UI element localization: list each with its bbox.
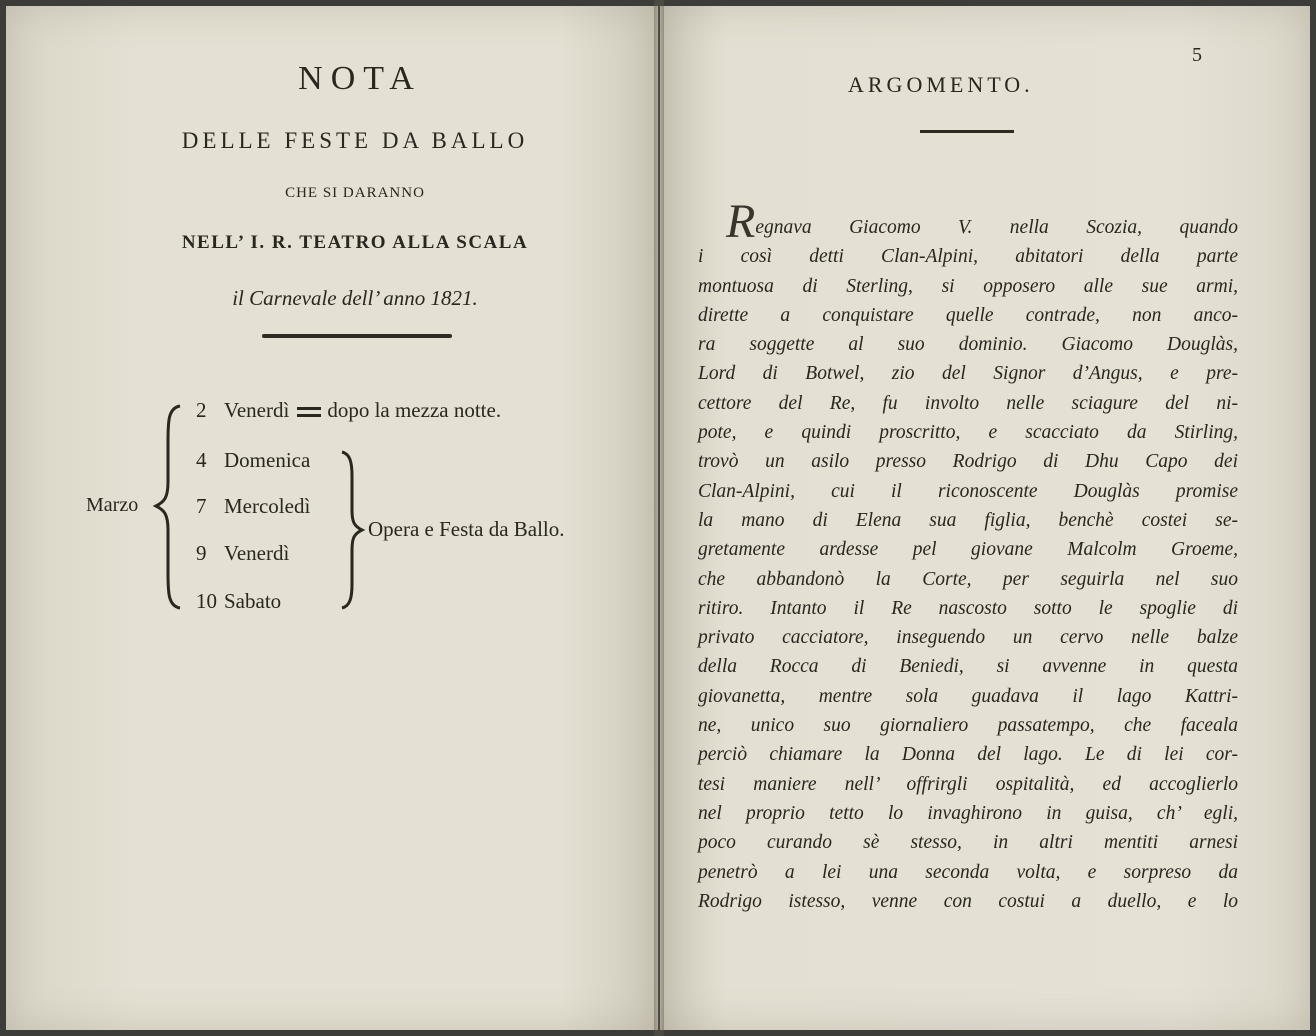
- text-line: tesi maniere nell’ offrirgli ospitalità, ed accoglierlo: [698, 773, 1238, 795]
- month-label: Marzo: [86, 494, 139, 516]
- right-brace-icon: [338, 448, 366, 612]
- schedule-row: [196, 494, 310, 519]
- body-text: [698, 195, 1238, 916]
- schedule-row: [196, 448, 310, 473]
- text-line: Clan-Alpini, cui il riconoscente Douglàs promise: [698, 480, 1238, 502]
- title-rule: [920, 130, 1014, 133]
- schedule-day: 7: [196, 494, 207, 518]
- equals-mark: [297, 407, 321, 417]
- page-title: NOTA: [298, 60, 422, 97]
- text-line: trovò un asilo presso Rodrigo di Dhu Capo dei: [698, 451, 1238, 473]
- text-line: cettore del Re, fu involto nelle sciagure del ni-: [698, 392, 1238, 414]
- text-line: Rodrigo istesso, venne con costui a duello, e lo: [698, 890, 1238, 912]
- text-line: penetrò a lei una seconda volta, e sorpreso da: [698, 861, 1238, 883]
- schedule-weekday: Sabato: [224, 589, 282, 613]
- book-gutter: [654, 0, 664, 1036]
- drop-cap: R: [726, 195, 756, 248]
- text-line: ra soggette al suo dominio. Giacomo Douglàs,: [698, 334, 1238, 356]
- text-line: che abbandonò la Corte, per seguirla nel suo: [698, 568, 1238, 590]
- section-title: ARGOMENTO.: [848, 72, 1034, 97]
- schedule-day: 2: [196, 398, 207, 422]
- schedule-day: 9: [196, 541, 207, 565]
- schedule-note: dopo la mezza notte.: [327, 398, 502, 422]
- subtitle-teatro: NELL’ I. R. TEATRO ALLA SCALA: [181, 232, 529, 253]
- schedule-weekday: Venerdì: [224, 541, 290, 565]
- schedule-row: [196, 541, 289, 566]
- ornamental-rule: [262, 334, 452, 338]
- text-line: montuosa di Sterling, si opposero alle sue armi,: [698, 275, 1238, 297]
- left-brace-icon: [150, 402, 190, 612]
- subtitle-daranno: CHE SI DARANNO: [285, 185, 425, 201]
- text-line: nel proprio tetto lo invaghirono in guisa, ch’ egli,: [698, 802, 1238, 824]
- text-line: la mano di Elena sua figlia, benchè costei se-: [698, 509, 1238, 531]
- group-label: Opera e Festa da Ballo.: [368, 517, 565, 541]
- text-line: perciò chiamare la Donna del lago. Le di lei cor-: [698, 744, 1238, 766]
- schedule-day: 10: [196, 589, 217, 613]
- text-line: privato cacciatore, inseguendo un cervo nelle balze: [698, 627, 1238, 649]
- text-line: giovanetta, mentre sola guadava il lago Kattri-: [698, 685, 1238, 707]
- text-line: gretamente ardesse pel giovane Malcolm Groeme,: [698, 539, 1238, 561]
- schedule-weekday: Venerdì: [224, 398, 290, 422]
- subtitle-carnevale: il Carnevale dell’ anno 1821.: [232, 286, 478, 310]
- text-line: Regnava Giacomo V. nella Scozia, quando: [726, 195, 1238, 248]
- subtitle-feste: DELLE FESTE DA BALLO: [181, 128, 529, 153]
- text-line: ritiro. Intanto il Re nascosto sotto le spoglie di: [698, 597, 1238, 619]
- text-line: dirette a conquistare quelle contrade, non anco-: [698, 304, 1238, 326]
- text-line: pote, e quindi proscritto, e scacciato da Stirling,: [698, 422, 1238, 444]
- text-line: i così detti Clan-Alpini, abitatori della parte: [698, 246, 1238, 268]
- page-number: 5: [1192, 44, 1202, 66]
- schedule-row: [196, 398, 501, 423]
- schedule-weekday: Mercoledì: [224, 494, 311, 518]
- schedule-day: 4: [196, 448, 207, 472]
- text-line: Lord di Botwel, zio del Signor d’Angus, e pre-: [698, 363, 1238, 385]
- text-line: ne, unico suo giornaliero passatempo, che faceala: [698, 715, 1238, 737]
- text-line: poco curando sè stesso, in altri mentiti arnesi: [698, 832, 1238, 854]
- schedule-weekday: Domenica: [224, 448, 311, 472]
- text-line: della Rocca di Beniedi, si avvenne in questa: [698, 656, 1238, 678]
- schedule-row: [196, 589, 281, 614]
